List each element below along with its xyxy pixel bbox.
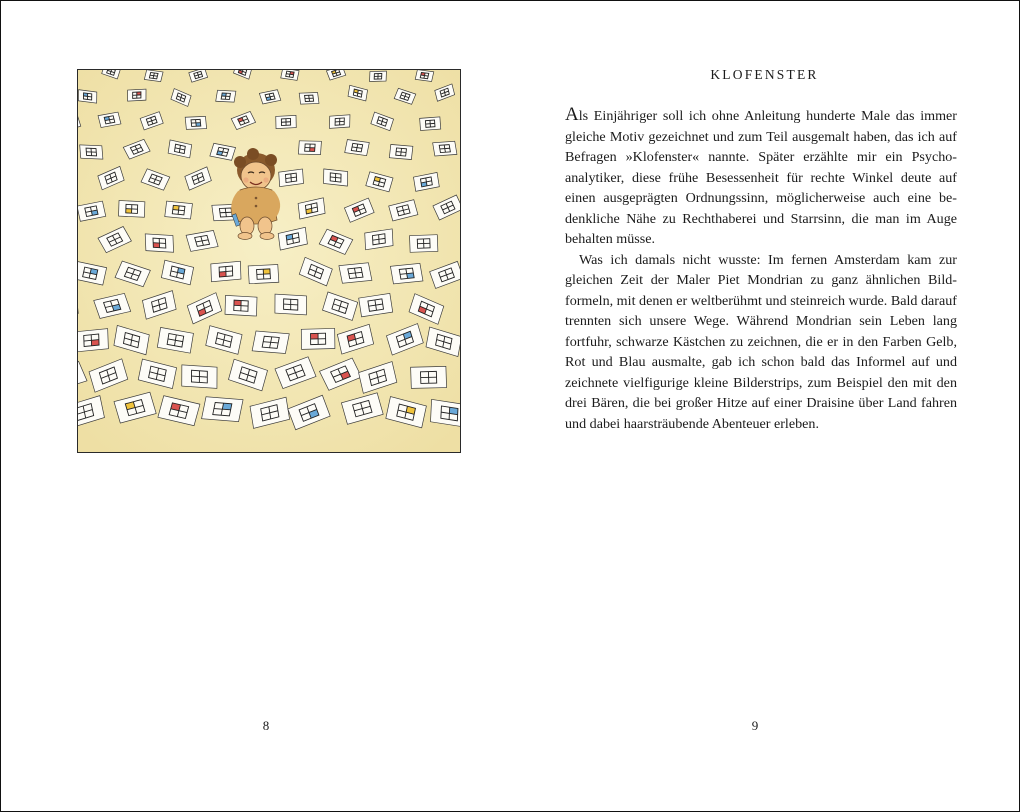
drawing-sheet — [345, 140, 370, 156]
drawing-sheet — [165, 201, 193, 219]
initial-letter: A — [565, 104, 579, 125]
drawing-sheet — [80, 145, 103, 159]
drawing-sheet — [144, 70, 163, 82]
drawing-sheet — [370, 71, 387, 81]
drawing-sheet — [128, 89, 146, 101]
drawing-sheet — [145, 234, 173, 252]
drawing-sheet — [279, 169, 304, 187]
drawing-sheet — [252, 331, 289, 354]
paragraph-1 — [565, 105, 957, 250]
page-number-left: 8 — [262, 718, 270, 733]
drawing-sheet — [390, 263, 423, 284]
child-face — [241, 162, 271, 190]
drawing-sheet — [225, 295, 257, 316]
drawing-sheet — [329, 115, 350, 129]
drawing-sheet — [389, 144, 413, 159]
page-number-right: 9 — [751, 718, 759, 733]
drawing-sheet — [185, 116, 206, 129]
drawing-sheet — [301, 328, 335, 349]
floor — [78, 70, 460, 452]
drawing-sheet — [202, 397, 243, 422]
drawing-sheet — [78, 90, 96, 103]
drawing-sheet — [211, 261, 241, 281]
drawing-sheet — [324, 169, 348, 186]
drawing-sheet — [78, 329, 108, 352]
drawing-sheet — [276, 115, 296, 128]
drawing-sheet — [182, 365, 217, 389]
drawing-sheet — [275, 294, 307, 315]
right-page — [510, 1, 1019, 811]
drawing-sheet — [216, 90, 236, 102]
drawing-sheet — [119, 201, 145, 218]
drawing-sheet — [420, 117, 441, 131]
drawing-sheet — [433, 141, 457, 156]
illustration-canvas — [78, 70, 460, 452]
drawing-sheet — [415, 70, 434, 82]
body-text — [565, 105, 957, 434]
paragraph-2: Was ich damals nicht wusste: Im fernen Amsterdam kam zur gleichen Zeit der Maler Piet Mondrian zu ganz ähnlichen Bildformeln, mit denen er weltberühmt und steinreich wurde. Bald darauf trennten sich unsere Wege. Während Mondrian sein Leben lang fortfuhr, schwarze Kästchen zu zeichnen, die er in den Farben Gelb, Rot und Blau ausmalte, gab ich schon bald das Informel auf und zeichnete vielfigurige kleine Bilderstrips, zum Beispiel den mit den drei Bären, die bei großer Hitze auf einer Draisine über Land fahren und dabei haarsträubende Abenteuer erleben. — [565, 251, 957, 432]
drawing-sheet — [298, 141, 321, 155]
drawing-sheet — [339, 263, 372, 283]
drawing-sheet — [299, 92, 319, 104]
illustration-child-with-drawings — [77, 69, 461, 453]
drawing-sheet — [411, 366, 447, 388]
drawing-sheet — [410, 235, 438, 253]
drawing-sheet — [248, 265, 279, 284]
left-page — [1, 1, 510, 811]
paragraph-1-text: ls Einjähriger soll ich ohne Anleitung hunderte Male das immer gleiche Motiv gezeichnet und zum Teil ausgemalt haben, das ich auf Befragen »Klofenster« nannte. Später erzählte mir ein Psychoanalytiker, diese frühe Besessenheit für rechte Winkel deute auf einen ausgeprägten Ordnungssinn, möglicherweise auch eine bedenkliche Nähe zu Rechthaberei und Starrsinn, die man im Auge behalten müsse. — [565, 108, 957, 247]
chapter-title: KLOFENSTER — [710, 67, 819, 82]
